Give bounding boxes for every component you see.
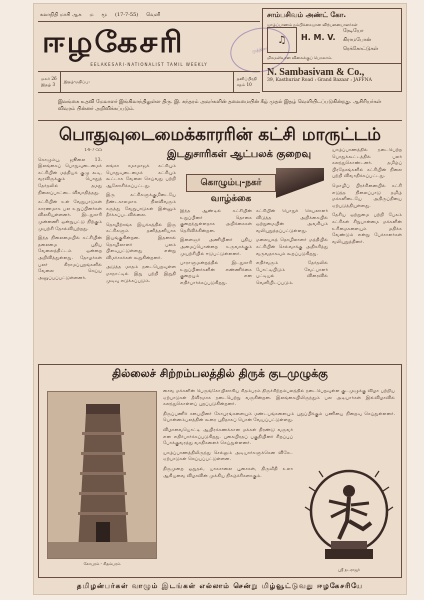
sub-headline: இடதுசாரிகள் ஆட்பலக் குறைவு xyxy=(166,149,312,160)
masthead xyxy=(38,22,260,62)
article-paragraph: தொழிற்சங்க இயக்கத்தில் இரு கட்சிகளும் தனித்தனியாக இயங்குகின்றன. இதனால் தொழிலாளர் பலம் பிளவுபட்டுள்ளது என்று விமர்சகர்கள் கூறுகின்றனர். xyxy=(106,222,176,261)
merchant-address: 39, Kasthuriar Road : Grand Bazaar : JAFFNA xyxy=(267,78,372,83)
article-paragraph: இந்த ஆண்டில் கட்சியின் உறுப்பினர் தொகை குறைந்துள்ளதாக அறிக்கைகள் தெரிவிக்கின்றன. xyxy=(180,209,252,234)
ad-note: மிகமலிவான விலைக்குப் பெறலாம். xyxy=(267,55,333,60)
article-paragraph: திருப்பணிச் சபையினர் கோபுரங்களையும் மண்டபங்களையும் புதுப்பிக்கும் பணியை நிறைவு செய்துள்ளனர். பொன்னம்பலத்தின் கூரை புதிதாகப் பொன் வேயப்பட்டுள்ளது. xyxy=(163,411,395,424)
price-value: சதம் 10 xyxy=(236,82,252,87)
ad-brand: H. M. V. xyxy=(301,33,336,42)
article-paragraph: திருமுறை ஓதுதல், யாகசாலை பூசைகள், திருவீதி உலா ஆகியவை விழாவின் முக்கிய நிகழ்ச்சிகளாகும். xyxy=(163,466,293,479)
article-column-1 xyxy=(38,148,102,362)
dateline-part: கலாநிதி மாசி ஆக xyxy=(40,11,82,18)
temple-gopuram-photo xyxy=(47,391,157,559)
article-paragraph: இளைஞர் அணியினர் புதிய அமைப்பொன்றை உருவாக்கும் முயற்சியில் ஈடுபட்டுள்ளனர். xyxy=(180,238,252,257)
stamp-text: முத்திரை xyxy=(251,45,269,54)
volume-cell xyxy=(38,72,61,92)
gramophone-icon: ♫ xyxy=(267,27,297,53)
article-paragraph: கட்சியின் உள் வேறுபாடுகள் காரணமாக பல உறுப்பினர்கள் விலகியுள்ளனர். இடதுசாரி முன்னணி ஒன்றுபட்டு நிற்கும் முயற்சி தோல்வியுற்றது. xyxy=(38,200,102,232)
article-paragraph: தேசிய ஒற்றுமை பற்றி பேசும் கட்சிகள் சிறுபான்மை மக்களின் உரிமைகளையும் மதிக்க வேண்டும் என்று பேச்சாளர்கள் வலியுறுத்தினர். xyxy=(332,213,402,245)
hmv-advertisement xyxy=(262,8,402,92)
dateline-part: ம xyxy=(89,11,94,18)
article-paragraph: மலையகத் தொழிலாளர் மத்தியில் கட்சியின் செல்வாக்கு அதிகரித்து வருவதாகவும் கூறப்படுகிறது. xyxy=(256,238,328,257)
volume-label: மலர் 26 xyxy=(41,76,57,81)
article-paragraph: கட்சியின் பொதுச் செயலாளர் விடுத்த அறிக்கையில் ஒற்றுமையின் அவசியம் வலியுறுத்தப்பட்டுள்ளது. xyxy=(256,209,328,234)
article-column-4 xyxy=(256,209,328,362)
article-paragraph: யாழ்ப்பாணத்தில் நடைபெற்ற பொதுக்கூட்டத்தில் பலர் கலந்துகொண்டனர். தமிழ்ப் பிரதேசங்களில் கட்சியின் நிலை பற்றி விவாதிக்கப்பட்டது. xyxy=(332,148,402,180)
dateline-bar xyxy=(38,8,260,22)
temple-caption: கோபுரம் - சிதம்பரம் xyxy=(83,561,121,566)
article-paragraph: அடுத்த மாதம் நடைபெறவுள்ள மாநாட்டில் இது பற்றி இறுதி முடிவு எடுக்கப்படும். xyxy=(106,265,176,284)
gopuram-image xyxy=(48,392,157,559)
ad-item: ரெக்கோட்டுகள் xyxy=(343,46,379,52)
article-paragraph: விழாவையொட்டி ஆயிரக்கணக்கான மக்கள் திரண்டு வருவர் என எதிர்பார்க்கப்படுகிறது. புகையிரதப் பகுதியினர் சிறப்புப் போக்குவரத்து வசதிகளைச் செய்துள்ளனர். xyxy=(163,427,293,447)
article-paragraph: மொழிப் பிரச்சினையில் கட்சி எடுத்த நிலைப்பாடு தமிழ் மக்களிடையே அதிருப்தியை ஏற்படுத்தியுள்ளது. xyxy=(332,183,402,209)
price-label: தனிப்பிரதி xyxy=(236,76,257,81)
colombo-feature xyxy=(180,166,326,206)
article-paragraph: யாழ்ப்பாணத்திலிருந்து செல்லும் அடியார்களுக்கென விசேட ஏற்பாடுகள் செய்யப்பட்டுள்ளன. xyxy=(163,450,293,463)
merchant-name: N. Sambasivam & Co., xyxy=(267,67,365,78)
article-paragraph: எதிர்வரும் தேர்தலில் போட்டியிடும் வேட்பாளர் பட்டியல் விரைவில் வெளியிடப்படும். xyxy=(256,261,328,286)
main-headline: பொதுவுடைமைக்காரரின் கட்சி மாருட்டம் xyxy=(59,125,381,145)
ad-item: ரேடியோ xyxy=(343,28,364,34)
column-dateline: 14-7-55 xyxy=(84,148,102,153)
nataraja-image xyxy=(301,461,397,565)
merchant-block xyxy=(263,63,401,93)
newspaper-title: ஈழகேசரி xyxy=(42,24,185,60)
place-label: இதழ்-மதிப்பு: xyxy=(63,79,90,84)
article-paragraph: சைவ மக்களின் பெருங்கோயிலாகிய சிதம்பரம் திருச்சிற்றம்பலத்தில் நடைபெறவுள்ள குடமுழுக்கு விழா பற்றிய ஏற்பாடுகள் தீவிரமாக நடைபெற்று வருகின்றன. இலங்கையிலிருந்தும் பல அடியார்கள் இவ்விழாவில் கலந்துகொள்ளப் புறப்படுகின்றனர். xyxy=(163,389,395,408)
footer-slogan: தமிழன்பர்கள் வாழும் இடங்கள் எல்லாம் சென்று மிழ்வூட்டுவது ஈழகேசரியே xyxy=(76,582,364,590)
ad-title: சாம்பசிவம் அண்ட் கோ. xyxy=(267,11,347,19)
editorial-notice: இலங்கை உதவி மேலாளர் இங்கிலாந்திலுள்ள திரு. இ. சுந்தரம் அவர்களின் தலைமையின் கீழ் முதல் இதழ் வெளியிடப்படுகின்றது. ஆசிரியர்கள் விவரம் பின்னர் அறிவிக்கப்படும். xyxy=(38,95,402,121)
article-column-5 xyxy=(332,148,402,362)
newspaper-page xyxy=(34,4,406,594)
dateline-part: வெளி xyxy=(146,11,161,18)
train-illustration xyxy=(276,168,324,200)
ad-subtitle: யாழ்ப்பாணம் நம்பிக்கையான விற்பனையாளர்கள் xyxy=(267,22,358,27)
article-column-3 xyxy=(180,209,252,362)
dateline-part: மூ xyxy=(101,11,108,18)
colombo-banner: கொழும்பு-நகர் வாழ்க்கை xyxy=(186,174,276,192)
newspaper-subtitle: EELAKESARI-NATIONALIST TAMIL WEEKLY xyxy=(90,62,208,67)
place-cell xyxy=(61,72,234,92)
issue-info-bar xyxy=(38,71,260,93)
temple-headline: தில்லைச் சிற்றம்பலத்தில் திருக் குடமுழுக்கு xyxy=(112,367,328,380)
temple-article-box xyxy=(38,364,402,578)
article-column-2 xyxy=(106,164,176,362)
ad-item: கிராமபோன் xyxy=(343,37,372,43)
number-label: இதழ் 3 xyxy=(41,82,56,87)
dateline-part: (17-7-55) xyxy=(115,11,139,18)
article-paragraph: பாராளுமன்றத்தில் இடதுசாரி உறுப்பினர்களின் எண்ணிக்கை குறையும் என எதிர்பார்க்கப்படுகிறது. xyxy=(180,261,252,286)
article-paragraph: இந்த நிலைமையில் கட்சியின் தலைமை புதிய வேலைத்திட்டம் ஒன்றை அறிவித்துள்ளது. தோழர்கள் பலர் கிராமப்புறங்களில் வேலை செய்ய அனுப்பப்பட்டுள்ளனர். xyxy=(38,236,102,281)
article-paragraph: இரு கட்சிகளுக்குமிடையே நீண்டகாலமாக நிலவிவரும் கருத்து வேறுபாடுகள் இன்னும் தீர்க்கப்படவில்லை. xyxy=(106,193,176,219)
article-paragraph: கொழும்பு, ஜூலை 13. இலங்கைப் பொதுவுடைமைக் கட்சியின் மத்தியக் குழு கூடி, வரவிருக்கும் பொதுத் தேர்தலில் தமது நிலைப்பாட்டை விவாதித்தது. xyxy=(38,157,102,196)
nataraja-caption: ஸ்ரீ நடராஜர் xyxy=(338,567,360,572)
price-cell xyxy=(234,72,260,92)
ad-items xyxy=(343,27,378,54)
article-paragraph: லங்கா சமசமாஜக் கட்சியும் பொதுவுடைமைக் கட்சியும் கூட்டாக வேலை செய்வது பற்றி ஆலோசிக்கப்பட்டது. xyxy=(106,164,176,189)
